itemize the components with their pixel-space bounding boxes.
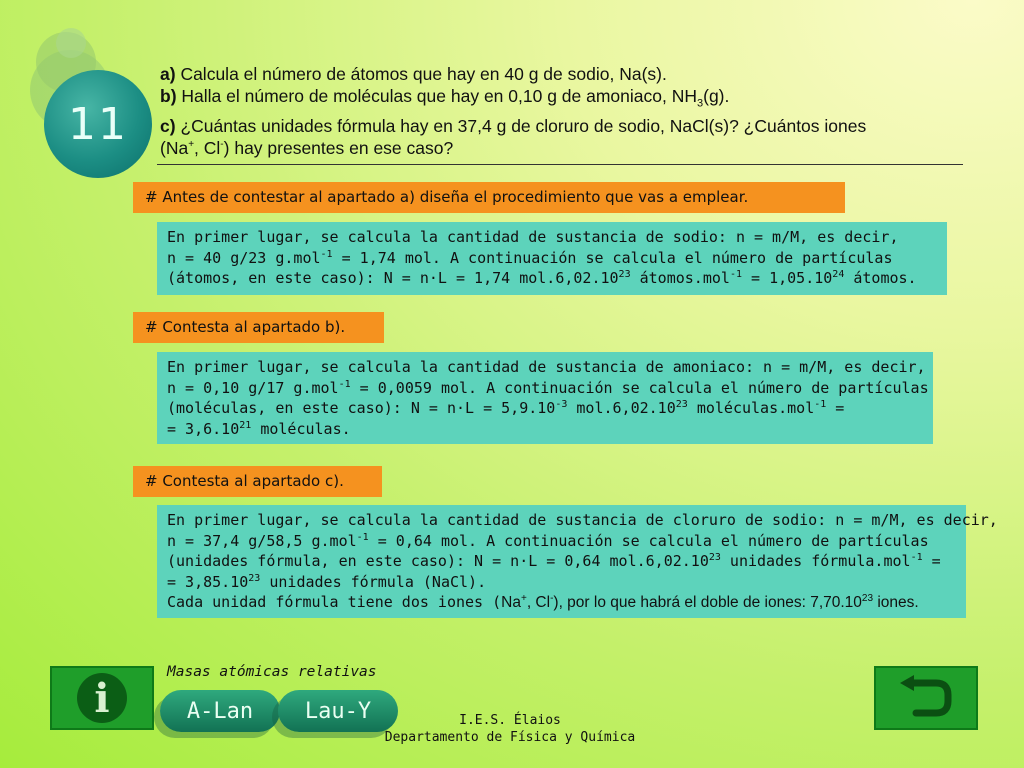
return-arrow-icon	[896, 675, 956, 721]
answer-a-box: En primer lugar, se calcula la cantidad de sustancia de sodio: n = m/M, es decir, n = 40 g/23 g.mol$^{-1}$ = 1,74 mol. A continuación se calcula el número de partículas (átomos, en este caso): N = n·L = 1,74 mol.6,02.10$^{23}$ átomos.mol$^{-1}$ = $1,05.10^{24}$ átomos.	[157, 222, 947, 295]
back-button[interactable]	[874, 666, 978, 730]
answer-b-box: En primer lugar, se calcula la cantidad de sustancia de amoniaco: n = m/M, es decir, n = 0,10 g/17 g.mol$^{-1}$ = 0,0059 mol. A continuación se calcula el número de partículas (moléculas, en este caso): $N = n\cdot L = 5,9.10^{-3}$ mol.6,02.10$^{23}$ moléculas.mol$^{-1}$ = = $3,6.10^{21}$ moléculas.	[157, 352, 933, 444]
prompt-b: # Contesta al apartado b).	[133, 312, 384, 343]
prompt-c: # Contesta al apartado c).	[133, 466, 382, 497]
school-name: I.E.S. Élaios	[459, 713, 561, 728]
info-button[interactable]	[50, 666, 154, 730]
separator-line	[157, 164, 963, 165]
exercise-number-badge: 11	[44, 70, 152, 178]
a-lan-button[interactable]: A-Lan	[160, 690, 280, 732]
department-name: Departamento de Física y Química	[384, 730, 636, 745]
footer-credits	[350, 712, 670, 746]
question-statement: a) Calcula el número de átomos que hay en 40 g de sodio, Na(s). b) Halla el número de moléculas que hay en 0,10 g de amoniaco, $NH_3(g)$. c) ¿Cuántas unidades fórmula hay en 37,4 g de cloruro de sodio, NaCl(s)? ¿Cuántos iones (Na+, Cl-) hay presentes en ese caso?	[160, 64, 867, 158]
prompt-a: # Antes de contestar al apartado a) diseña el procedimiento que vas a emplear.	[133, 182, 845, 213]
answer-c-box: En primer lugar, se calcula la cantidad de sustancia de cloruro de sodio: n = m/M, es decir, n = 37,4 g/58,5 g.mol$^{-1}$ = 0,64 mol. A continuación se calcula el número de partículas (unidades fórmula, en este caso): N = n·L = 0,64 mol.6,02.10$^{23}$ unidades fórmula.mol$^{-1}$ = = $3,85.10^{23}$ unidades fórmula (NaCl). Cada unidad fórmula tiene dos iones (Na+, Cl-), por lo que habrá el doble de iones: 7,70.10$^{23}$ iones.	[157, 505, 966, 618]
info-icon: i	[77, 673, 127, 723]
lau-y-button[interactable]: Lau-Y	[278, 690, 398, 732]
decor-bubble	[56, 28, 86, 58]
atomic-masses-link[interactable]: Masas atómicas relativas	[167, 664, 377, 680]
